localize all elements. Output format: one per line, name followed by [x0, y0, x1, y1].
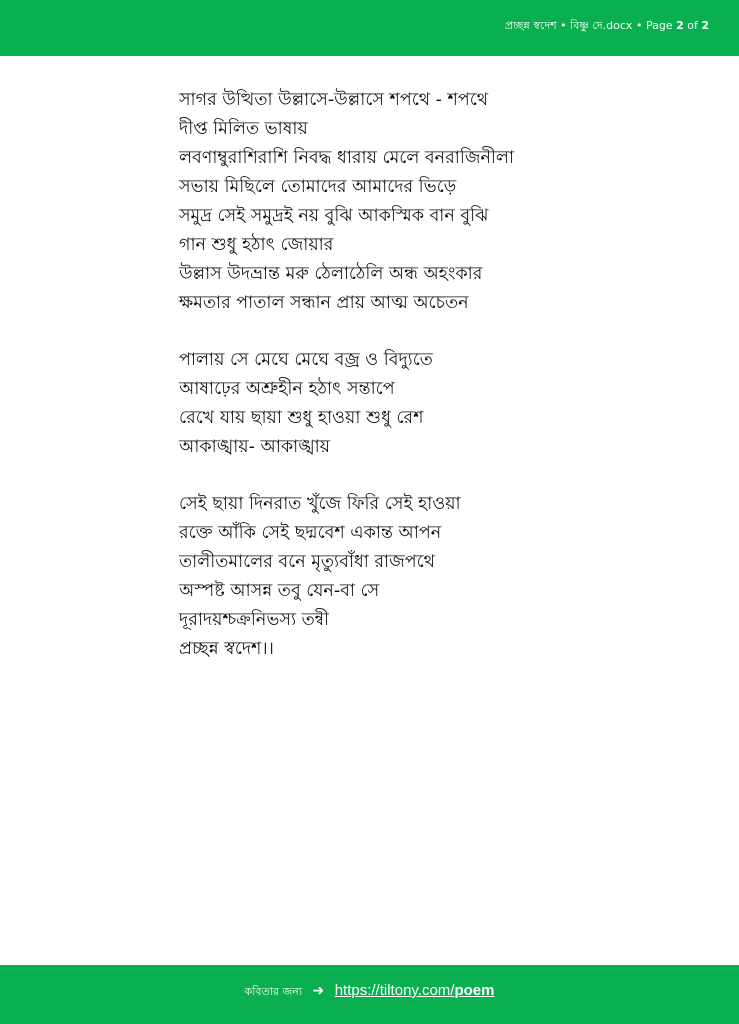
header-bar — [0, 0, 739, 56]
poem-line: রক্তে আঁকি সেই ছদ্মবেশ একান্ত আপন — [179, 523, 442, 543]
page-total: 2 — [701, 19, 709, 32]
page-current: 2 — [676, 19, 684, 32]
poem-line: সমুদ্র সেই সমুদ্রই নয় বুঝি আকস্মিক বান বুঝি — [179, 206, 489, 226]
poem-line: তালীতমালের বনে মৃত্যুবাঁধা রাজপথে — [179, 552, 435, 572]
poem-link-prefix: https://tiltony.com/ — [334, 982, 455, 999]
poem-line: পালায় সে মেঘে মেঘে বজ্র ও বিদ্যুতে — [179, 350, 433, 370]
stanza-3 — [179, 490, 699, 664]
poem-line: সভায় মিছিলে তোমাদের আমাদের ভিড়ে — [179, 177, 457, 197]
poem-line: লবণাম্বুরাশিরাশি নিবদ্ধ ধারায় মেলে বনরাজিনীলা — [179, 148, 515, 168]
footer-content — [0, 982, 739, 1002]
footer-label: কবিতার জন্য — [244, 985, 303, 998]
poem-line: গান শুধু হঠাৎ জোয়ার — [179, 235, 334, 255]
poem-line: প্রচ্ছন্ন স্বদেশ।। — [179, 639, 274, 659]
poem-line: দূরাদয়শ্চক্রনিভস্য তন্বী — [179, 610, 330, 630]
page-prefix: • Page — [635, 19, 677, 32]
poem-line: ক্ষমতার পাতাল সন্ধান প্রায় আত্ম অচেতন — [179, 293, 469, 313]
poem-link[interactable] — [335, 982, 495, 999]
document-name: প্রচ্ছন্ন স্বদেশ • বিষ্ণু দে.docx — [504, 19, 633, 32]
document-info — [505, 17, 709, 36]
footer-bar — [0, 965, 739, 1024]
stanza-2 — [179, 346, 699, 462]
arrow-right-icon: ➜ — [312, 983, 325, 999]
poem-line: আকাঙ্খায়- আকাঙ্খায় — [179, 437, 331, 457]
poem-line: অস্পষ্ট আসন্ন তবু যেন-বা সে — [179, 581, 380, 601]
poem-line: আষাঢ়ের অশ্রুহীন হঠাৎ সন্তাপে — [179, 379, 395, 399]
poem-line: উল্লাস উদভ্রান্ত মরু ঠেলাঠেলি অন্ধ অহংকার — [179, 264, 483, 284]
poem-line: সেই ছায়া দিনরাত খুঁজে ফিরি সেই হাওয়া — [179, 494, 461, 514]
poem-link-bold: poem — [454, 982, 495, 999]
poem-line: রেখে যায় ছায়া শুধু হাওয়া শুধু রেশ — [179, 408, 424, 428]
stanza-1 — [179, 86, 699, 318]
page-of: of — [683, 19, 702, 32]
poem-body — [179, 86, 699, 692]
poem-line: দীপ্ত মিলিত ভাষায় — [179, 119, 308, 139]
poem-line: সাগর উত্থিতা উল্লাসে-উল্লাসে শপথে - শপথে — [179, 90, 489, 110]
